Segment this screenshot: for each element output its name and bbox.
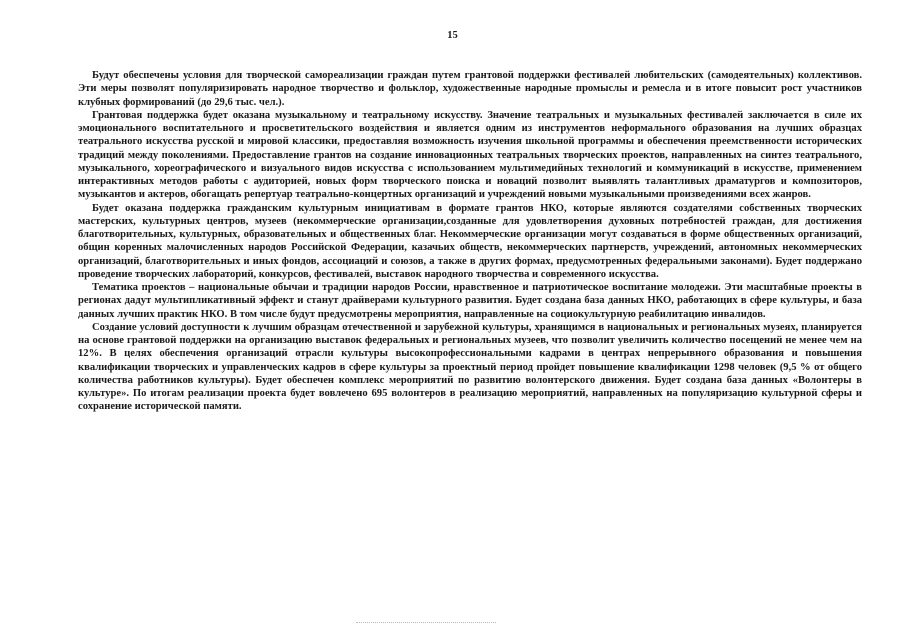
footer-scan-mark: [356, 622, 496, 626]
paragraph-project-themes: Тематика проектов – национальные обычаи и традиции народов России, нравственное и патриотическое воспитание молодежи. Эти масштабные проекты в регионах дадут мультипликативный эффект и станут драйверами культурного развития. Будет создана база данных НКО, работающих в сфере культуры, и база данных лучших практик НКО. В том числе будут предусмотрены мероприятия, направленные на социокультурную реабилитацию инвалидов.: [78, 282, 862, 320]
paragraph-nko-support: Будет оказана поддержка гражданским культурным инициативам в формате грантов НКО, которые являются создателями собственных творческих мастерских, культурных центров, музеев (некоммерческие организации,созданные для удовлетворения духовных потребностей граждан, для достижения благотворительных, культурных, образовательных и общественных благ. Некоммерческие организации могут создаваться в форме общественных организаций, общин коренных малочисленных народов Российской Федерации, казачьих обществ, некоммерческих партнерств, учреждений, автономных некоммерческих организаций, благотворительных и иных фондов, ассоциаций и союзов, а также в других формах, предусмотренных федеральными законами). Будет поддержано проведение творческих лабораторий, конкурсов, фестивалей, выставок народного творчества и современного искусства.: [78, 202, 862, 280]
document-body: [78, 69, 862, 414]
paragraph-music-theatre-grants: Грантовая поддержка будет оказана музыкальному и театральному искусству. Значение театральных и музыкальных фестивалей заключается в силе их эмоционального воспитательного и просветительского воздействия и является одним из инструментов неформального образования на лучших образцах театрального искусства русской и мировой классики, предоставляя возможность изучения школьной программы и обеспечения преемственности исторических традиций между поколениями. Предоставление грантов на создание инновационных театральных творческих проектов, направленных на синтез театрального, музыкального, хореографического и визуального видов искусства с использованием мультимедийных технологий и коммуникаций в искусстве, применением интерактивных методов работы с аудиторией, новых форм творческого поиска и новаций позволит выявлять талантливых драматургов и композиторов, музыкантов и актеров, обогащать репертуар театрально-концертных организаций и учреждений новыми музыкальными произведениями всех жанров.: [78, 109, 862, 201]
paragraph-amateur-festivals: Будут обеспечены условия для творческой самореализации граждан путем грантовой поддержки фестивалей любительских (самодеятельных) коллективов. Эти меры позволят популяризировать народное творчество и фольклор, художественные народные промыслы и ремесла и в итоге повысит рост участников клубных формирований (до 29,6 тыс. чел.).: [78, 70, 862, 108]
page-number: 15: [447, 30, 458, 41]
paragraph-culture-access: Создание условий доступности к лучшим образцам отечественной и зарубежной культуры, хранящимся в национальных и региональных музеях, планируется на основе грантовой поддержки на организацию выставок федеральных и региональных музеев, что позволит увеличить количество посещений не менее чем на 12%. В целях обеспечения организаций отрасли культуры высокопрофессиональными кадрами в центрах непрерывного образования и повышения квалификации творческих и управленческих кадров в сфере культуры за проектный период пройдет повышение квалификации 1298 человек (9,5 % от общего количества работников культуры). Будет обеспечен комплекс мероприятий по развитию волонтерского движения. Будет создана база данных «Волонтеры в культуре». По итогам реализации проекта будет вовлечено 695 волонтеров в реализацию мероприятий, направленных на популяризацию культурной сферы и сохранение исторической памяти.: [78, 321, 862, 413]
